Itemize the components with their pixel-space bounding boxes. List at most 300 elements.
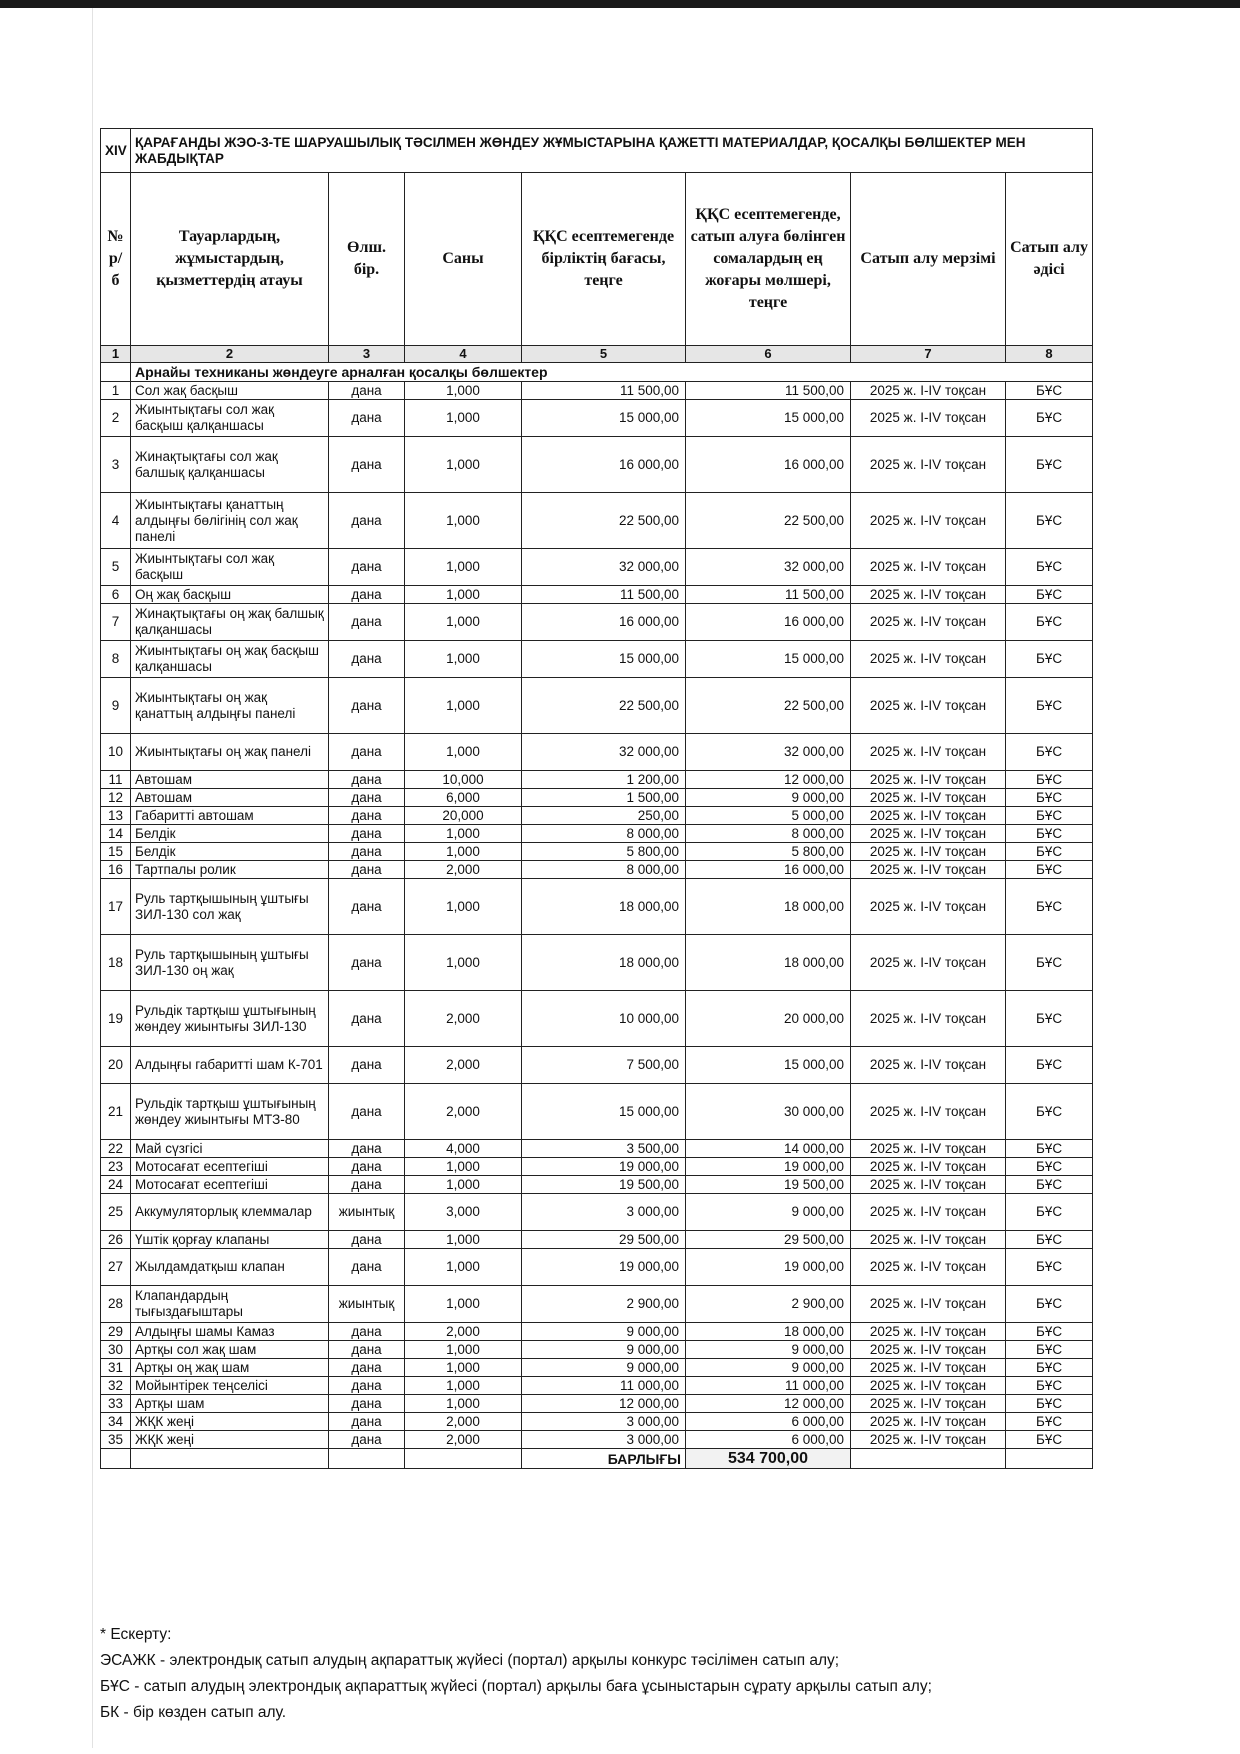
item-name: Мотосағат есептегіші <box>131 1176 329 1194</box>
quantity: 1,000 <box>405 1176 522 1194</box>
table-row <box>101 1395 1093 1413</box>
scan-left-edge <box>92 8 93 1748</box>
purchase-period: 2025 ж. I-IV тоқсан <box>851 1413 1006 1431</box>
row-number: 24 <box>101 1176 131 1194</box>
purchase-method: БҰС <box>1006 1359 1093 1377</box>
row-number: 12 <box>101 789 131 807</box>
unit-price: 9 000,00 <box>522 1341 686 1359</box>
section-header-row <box>101 129 1093 173</box>
unit: дана <box>329 1323 405 1341</box>
row-number: 20 <box>101 1047 131 1084</box>
purchase-method: БҰС <box>1006 586 1093 604</box>
quantity: 1,000 <box>405 437 522 493</box>
purchase-method: БҰС <box>1006 843 1093 861</box>
table-row <box>101 1231 1093 1249</box>
max-amount: 15 000,00 <box>686 641 851 678</box>
row-number: 30 <box>101 1341 131 1359</box>
quantity: 1,000 <box>405 1377 522 1395</box>
purchase-method: БҰС <box>1006 678 1093 734</box>
purchase-method: БҰС <box>1006 1413 1093 1431</box>
quantity: 1,000 <box>405 400 522 437</box>
max-amount: 5 000,00 <box>686 807 851 825</box>
row-number: 35 <box>101 1431 131 1449</box>
quantity: 1,000 <box>405 549 522 586</box>
item-name: Жинақтықтағы сол жақ балшық қалқаншасы <box>131 437 329 493</box>
header-name: Тауарлардың, жұмыстардың, қызметтердің атауы <box>131 173 329 346</box>
max-amount: 6 000,00 <box>686 1413 851 1431</box>
row-number: 1 <box>101 382 131 400</box>
unit-price: 11 500,00 <box>522 586 686 604</box>
total-label: БАРЛЫҒЫ <box>522 1449 686 1469</box>
unit-price: 11 000,00 <box>522 1377 686 1395</box>
item-name: Алдыңғы габаритті шам К-701 <box>131 1047 329 1084</box>
item-name: Габаритті автошам <box>131 807 329 825</box>
purchase-period: 2025 ж. I-IV тоқсан <box>851 1140 1006 1158</box>
unit: жиынтық <box>329 1286 405 1323</box>
column-number-row <box>101 346 1093 363</box>
unit: дана <box>329 400 405 437</box>
quantity: 1,000 <box>405 825 522 843</box>
column-number: 1 <box>101 346 131 363</box>
max-amount: 2 900,00 <box>686 1286 851 1323</box>
footnote-heading: * Ескерту: <box>100 1626 172 1643</box>
purchase-period: 2025 ж. I-IV тоқсан <box>851 1341 1006 1359</box>
max-amount: 16 000,00 <box>686 604 851 641</box>
item-name: Жинақтықтағы оң жақ балшық қалқаншасы <box>131 604 329 641</box>
column-number: 8 <box>1006 346 1093 363</box>
purchase-period: 2025 ж. I-IV тоқсан <box>851 825 1006 843</box>
purchase-method: БҰС <box>1006 1286 1093 1323</box>
header-unit: Өлш. бір. <box>329 173 405 346</box>
row-number: 32 <box>101 1377 131 1395</box>
footnote-esazhk: ЭСАЖК - электрондық сатып алудың ақпараттық жүйесі (портал) арқылы конкурс тәсілімен сатып алу; <box>100 1652 840 1669</box>
item-name: ЖҚК жеңі <box>131 1413 329 1431</box>
quantity: 6,000 <box>405 789 522 807</box>
item-name: Үштік қорғау клапаны <box>131 1231 329 1249</box>
table-row <box>101 678 1093 734</box>
purchase-method: БҰС <box>1006 437 1093 493</box>
unit: дана <box>329 1047 405 1084</box>
footnotes <box>100 1622 1100 1726</box>
row-number: 19 <box>101 991 131 1047</box>
unit: дана <box>329 1341 405 1359</box>
table-row <box>101 1323 1093 1341</box>
purchase-method: БҰС <box>1006 641 1093 678</box>
total-blank <box>131 1449 329 1469</box>
unit-price: 22 500,00 <box>522 493 686 549</box>
purchase-period: 2025 ж. I-IV тоқсан <box>851 1395 1006 1413</box>
max-amount: 16 000,00 <box>686 437 851 493</box>
item-name: Артқы шам <box>131 1395 329 1413</box>
unit: дана <box>329 789 405 807</box>
item-name: Оң жақ басқыш <box>131 586 329 604</box>
item-name: Автошам <box>131 771 329 789</box>
max-amount: 12 000,00 <box>686 771 851 789</box>
table-row <box>101 437 1093 493</box>
quantity: 1,000 <box>405 1158 522 1176</box>
table-row <box>101 1158 1093 1176</box>
purchase-method: БҰС <box>1006 1323 1093 1341</box>
max-amount: 15 000,00 <box>686 1047 851 1084</box>
table-row <box>101 1084 1093 1140</box>
item-name: Мотосағат есептегіші <box>131 1158 329 1176</box>
max-amount: 29 500,00 <box>686 1231 851 1249</box>
row-number: 4 <box>101 493 131 549</box>
unit: дана <box>329 604 405 641</box>
column-number: 4 <box>405 346 522 363</box>
row-number: 22 <box>101 1140 131 1158</box>
unit: дана <box>329 382 405 400</box>
unit: дана <box>329 1140 405 1158</box>
unit-price: 8 000,00 <box>522 861 686 879</box>
purchase-method: БҰС <box>1006 825 1093 843</box>
purchase-method: БҰС <box>1006 1084 1093 1140</box>
purchase-method: БҰС <box>1006 991 1093 1047</box>
unit-price: 19 000,00 <box>522 1158 686 1176</box>
table-row <box>101 400 1093 437</box>
table-row <box>101 1047 1093 1084</box>
total-blank <box>101 1449 131 1469</box>
max-amount: 9 000,00 <box>686 1194 851 1231</box>
table-row <box>101 641 1093 678</box>
column-number: 7 <box>851 346 1006 363</box>
unit: дана <box>329 1231 405 1249</box>
quantity: 20,000 <box>405 807 522 825</box>
subsection-blank <box>101 363 131 382</box>
purchase-method: БҰС <box>1006 493 1093 549</box>
quantity: 3,000 <box>405 1194 522 1231</box>
purchase-period: 2025 ж. I-IV тоқсан <box>851 1359 1006 1377</box>
unit: дана <box>329 843 405 861</box>
purchase-period: 2025 ж. I-IV тоқсан <box>851 935 1006 991</box>
quantity: 2,000 <box>405 1047 522 1084</box>
row-number: 13 <box>101 807 131 825</box>
max-amount: 19 000,00 <box>686 1249 851 1286</box>
table-row <box>101 1413 1093 1431</box>
unit: дана <box>329 879 405 935</box>
unit: дана <box>329 1249 405 1286</box>
row-number: 21 <box>101 1084 131 1140</box>
quantity: 1,000 <box>405 1395 522 1413</box>
purchase-method: БҰС <box>1006 1249 1093 1286</box>
max-amount: 19 500,00 <box>686 1176 851 1194</box>
unit-price: 32 000,00 <box>522 549 686 586</box>
quantity: 1,000 <box>405 1286 522 1323</box>
unit-price: 16 000,00 <box>522 437 686 493</box>
quantity: 1,000 <box>405 604 522 641</box>
purchase-period: 2025 ж. I-IV тоқсан <box>851 1047 1006 1084</box>
quantity: 1,000 <box>405 1341 522 1359</box>
purchase-method: БҰС <box>1006 771 1093 789</box>
row-number: 2 <box>101 400 131 437</box>
purchase-period: 2025 ж. I-IV тоқсан <box>851 400 1006 437</box>
quantity: 1,000 <box>405 586 522 604</box>
max-amount: 15 000,00 <box>686 400 851 437</box>
header-purchase-period: Сатып алу мерзімі <box>851 173 1006 346</box>
unit-price: 9 000,00 <box>522 1323 686 1341</box>
unit-price: 29 500,00 <box>522 1231 686 1249</box>
item-name: Жиынтықтағы оң жақ қанаттың алдыңғы панелі <box>131 678 329 734</box>
purchase-period: 2025 ж. I-IV тоқсан <box>851 734 1006 771</box>
purchase-period: 2025 ж. I-IV тоқсан <box>851 771 1006 789</box>
table-row <box>101 1359 1093 1377</box>
unit-price: 16 000,00 <box>522 604 686 641</box>
row-number: 5 <box>101 549 131 586</box>
unit: дана <box>329 641 405 678</box>
purchase-period: 2025 ж. I-IV тоқсан <box>851 586 1006 604</box>
column-number: 2 <box>131 346 329 363</box>
purchase-period: 2025 ж. I-IV тоқсан <box>851 1249 1006 1286</box>
header-row-number: № р/б <box>101 173 131 346</box>
quantity: 1,000 <box>405 879 522 935</box>
total-value: 534 700,00 <box>686 1449 851 1469</box>
row-number: 10 <box>101 734 131 771</box>
item-name: Артқы оң жақ шам <box>131 1359 329 1377</box>
purchase-period: 2025 ж. I-IV тоқсан <box>851 861 1006 879</box>
unit: дана <box>329 1413 405 1431</box>
purchase-method: БҰС <box>1006 1377 1093 1395</box>
footnote-bk: БК - бір көзден сатып алу. <box>100 1704 287 1721</box>
purchase-method: БҰС <box>1006 935 1093 991</box>
unit-price: 3 000,00 <box>522 1431 686 1449</box>
quantity: 2,000 <box>405 1084 522 1140</box>
section-title: ҚАРАҒАНДЫ ЖЭО-3-ТЕ ШАРУАШЫЛЫҚ ТӘСІЛМЕН ЖӨНДЕУ ЖҰМЫСТАРЫНА ҚАЖЕТТІ МАТЕРИАЛДАР, ҚОСАЛҚЫ БӨЛШЕКТЕР МЕН ЖАБДЫҚТАР <box>131 129 1093 173</box>
unit-price: 9 000,00 <box>522 1359 686 1377</box>
purchase-period: 2025 ж. I-IV тоқсан <box>851 807 1006 825</box>
purchase-period: 2025 ж. I-IV тоқсан <box>851 641 1006 678</box>
purchase-period: 2025 ж. I-IV тоқсан <box>851 1194 1006 1231</box>
unit-price: 22 500,00 <box>522 678 686 734</box>
max-amount: 32 000,00 <box>686 734 851 771</box>
table-row <box>101 825 1093 843</box>
unit: дана <box>329 493 405 549</box>
row-number: 11 <box>101 771 131 789</box>
item-name: ЖҚК жеңі <box>131 1431 329 1449</box>
item-name: Аккумуляторлық клеммалар <box>131 1194 329 1231</box>
row-number: 9 <box>101 678 131 734</box>
max-amount: 19 000,00 <box>686 1158 851 1176</box>
max-amount: 18 000,00 <box>686 935 851 991</box>
quantity: 1,000 <box>405 641 522 678</box>
item-name: Жылдамдатқыш клапан <box>131 1249 329 1286</box>
item-name: Жиынтықтағы оң жақ панелі <box>131 734 329 771</box>
table-row <box>101 1249 1093 1286</box>
purchase-method: БҰС <box>1006 604 1093 641</box>
purchase-method: БҰС <box>1006 1341 1093 1359</box>
row-number: 33 <box>101 1395 131 1413</box>
unit-price: 12 000,00 <box>522 1395 686 1413</box>
table-row <box>101 382 1093 400</box>
table-row <box>101 734 1093 771</box>
unit: дана <box>329 991 405 1047</box>
table-row <box>101 1431 1093 1449</box>
purchase-method: БҰС <box>1006 1395 1093 1413</box>
max-amount: 11 500,00 <box>686 586 851 604</box>
table-row <box>101 843 1093 861</box>
table-row <box>101 807 1093 825</box>
max-amount: 5 800,00 <box>686 843 851 861</box>
row-number: 7 <box>101 604 131 641</box>
column-header-row <box>101 173 1093 346</box>
footnote-bus: БҰС - сатып алудың электрондық ақпараттық жүйесі (портал) арқылы баға ұсыныстарын сұрату арқылы сатып алу; <box>100 1678 932 1695</box>
unit-price: 19 000,00 <box>522 1249 686 1286</box>
table-row <box>101 586 1093 604</box>
unit: дана <box>329 586 405 604</box>
unit: дана <box>329 807 405 825</box>
purchase-method: БҰС <box>1006 382 1093 400</box>
item-name: Рульдік тартқыш ұштығының жөндеу жиынтығы МТЗ-80 <box>131 1084 329 1140</box>
quantity: 1,000 <box>405 1249 522 1286</box>
purchase-period: 2025 ж. I-IV тоқсан <box>851 437 1006 493</box>
item-name: Жиынтықтағы сол жақ басқыш қалқаншасы <box>131 400 329 437</box>
item-name: Белдік <box>131 825 329 843</box>
purchase-method: БҰС <box>1006 1047 1093 1084</box>
max-amount: 30 000,00 <box>686 1084 851 1140</box>
table-row <box>101 549 1093 586</box>
unit: дана <box>329 1359 405 1377</box>
quantity: 2,000 <box>405 1323 522 1341</box>
table-row <box>101 1377 1093 1395</box>
max-amount: 9 000,00 <box>686 1341 851 1359</box>
purchase-period: 2025 ж. I-IV тоқсан <box>851 549 1006 586</box>
column-number: 3 <box>329 346 405 363</box>
row-number: 25 <box>101 1194 131 1231</box>
unit: дана <box>329 861 405 879</box>
unit: дана <box>329 437 405 493</box>
max-amount: 32 000,00 <box>686 549 851 586</box>
table-row <box>101 1341 1093 1359</box>
quantity: 4,000 <box>405 1140 522 1158</box>
unit: дана <box>329 935 405 991</box>
table-row <box>101 1140 1093 1158</box>
purchase-method: БҰС <box>1006 400 1093 437</box>
max-amount: 11 000,00 <box>686 1377 851 1395</box>
unit-price: 15 000,00 <box>522 641 686 678</box>
quantity: 10,000 <box>405 771 522 789</box>
purchase-period: 2025 ж. I-IV тоқсан <box>851 1231 1006 1249</box>
purchase-method: БҰС <box>1006 1176 1093 1194</box>
table-row <box>101 1176 1093 1194</box>
unit: дана <box>329 549 405 586</box>
purchase-method: БҰС <box>1006 1431 1093 1449</box>
quantity: 2,000 <box>405 1413 522 1431</box>
row-number: 27 <box>101 1249 131 1286</box>
total-blank <box>1006 1449 1093 1469</box>
unit-price: 15 000,00 <box>522 400 686 437</box>
max-amount: 16 000,00 <box>686 861 851 879</box>
max-amount: 22 500,00 <box>686 678 851 734</box>
unit: дана <box>329 1431 405 1449</box>
row-number: 15 <box>101 843 131 861</box>
item-name: Руль тартқышының ұштығы ЗИЛ-130 оң жақ <box>131 935 329 991</box>
item-name: Автошам <box>131 789 329 807</box>
quantity: 1,000 <box>405 843 522 861</box>
purchase-method: БҰС <box>1006 879 1093 935</box>
item-name: Мойынтірек теңселісі <box>131 1377 329 1395</box>
unit-price: 250,00 <box>522 807 686 825</box>
unit-price: 2 900,00 <box>522 1286 686 1323</box>
total-blank <box>405 1449 522 1469</box>
item-name: Рульдік тартқыш ұштығының жөндеу жиынтығы ЗИЛ-130 <box>131 991 329 1047</box>
quantity: 1,000 <box>405 1231 522 1249</box>
table-row <box>101 861 1093 879</box>
purchase-period: 2025 ж. I-IV тоқсан <box>851 1323 1006 1341</box>
table-row <box>101 771 1093 789</box>
header-purchase-method: Сатып алу әдісі <box>1006 173 1093 346</box>
subsection-title: Арнайы техниканы жөндеуге арналған қосалқы бөлшектер <box>131 363 1093 382</box>
item-name: Жиынтықтағы оң жақ басқыш қалқаншасы <box>131 641 329 678</box>
unit: дана <box>329 825 405 843</box>
purchase-period: 2025 ж. I-IV тоқсан <box>851 493 1006 549</box>
column-number: 5 <box>522 346 686 363</box>
item-name: Белдік <box>131 843 329 861</box>
unit: дана <box>329 1377 405 1395</box>
purchase-period: 2025 ж. I-IV тоқсан <box>851 1084 1006 1140</box>
item-name: Тартпалы ролик <box>131 861 329 879</box>
unit: дана <box>329 1176 405 1194</box>
row-number: 8 <box>101 641 131 678</box>
header-unit-price: ҚҚС есептемегенде бірліктің бағасы, теңге <box>522 173 686 346</box>
unit: дана <box>329 1158 405 1176</box>
table-row <box>101 604 1093 641</box>
unit-price: 10 000,00 <box>522 991 686 1047</box>
row-number: 34 <box>101 1413 131 1431</box>
quantity: 1,000 <box>405 935 522 991</box>
purchase-method: БҰС <box>1006 1158 1093 1176</box>
item-name: Руль тартқышының ұштығы ЗИЛ-130 сол жақ <box>131 879 329 935</box>
purchase-period: 2025 ж. I-IV тоқсан <box>851 879 1006 935</box>
quantity: 1,000 <box>405 678 522 734</box>
item-name: Жиынтықтағы қанаттың алдыңғы бөлігінің сол жақ панелі <box>131 493 329 549</box>
purchase-period: 2025 ж. I-IV тоқсан <box>851 1377 1006 1395</box>
quantity: 1,000 <box>405 1359 522 1377</box>
unit: дана <box>329 771 405 789</box>
item-name: Алдыңғы шамы Камаз <box>131 1323 329 1341</box>
unit-price: 1 200,00 <box>522 771 686 789</box>
unit-price: 3 500,00 <box>522 1140 686 1158</box>
column-number: 6 <box>686 346 851 363</box>
unit-price: 3 000,00 <box>522 1413 686 1431</box>
row-number: 3 <box>101 437 131 493</box>
purchase-period: 2025 ж. I-IV тоқсан <box>851 789 1006 807</box>
purchase-period: 2025 ж. I-IV тоқсан <box>851 991 1006 1047</box>
table-row <box>101 879 1093 935</box>
purchase-period: 2025 ж. I-IV тоқсан <box>851 382 1006 400</box>
table-row <box>101 1194 1093 1231</box>
unit: дана <box>329 678 405 734</box>
purchase-period: 2025 ж. I-IV тоқсан <box>851 843 1006 861</box>
table-row <box>101 991 1093 1047</box>
row-number: 28 <box>101 1286 131 1323</box>
unit-price: 1 500,00 <box>522 789 686 807</box>
unit-price: 19 500,00 <box>522 1176 686 1194</box>
unit-price: 7 500,00 <box>522 1047 686 1084</box>
total-row <box>101 1449 1093 1469</box>
row-number: 26 <box>101 1231 131 1249</box>
unit-price: 18 000,00 <box>522 879 686 935</box>
table-row <box>101 789 1093 807</box>
row-number: 16 <box>101 861 131 879</box>
purchase-method: БҰС <box>1006 1194 1093 1231</box>
purchase-method: БҰС <box>1006 1140 1093 1158</box>
purchase-method: БҰС <box>1006 807 1093 825</box>
scan-top-border <box>0 0 1240 8</box>
row-number: 17 <box>101 879 131 935</box>
max-amount: 18 000,00 <box>686 879 851 935</box>
max-amount: 18 000,00 <box>686 1323 851 1341</box>
purchase-method: БҰС <box>1006 861 1093 879</box>
unit: дана <box>329 1084 405 1140</box>
